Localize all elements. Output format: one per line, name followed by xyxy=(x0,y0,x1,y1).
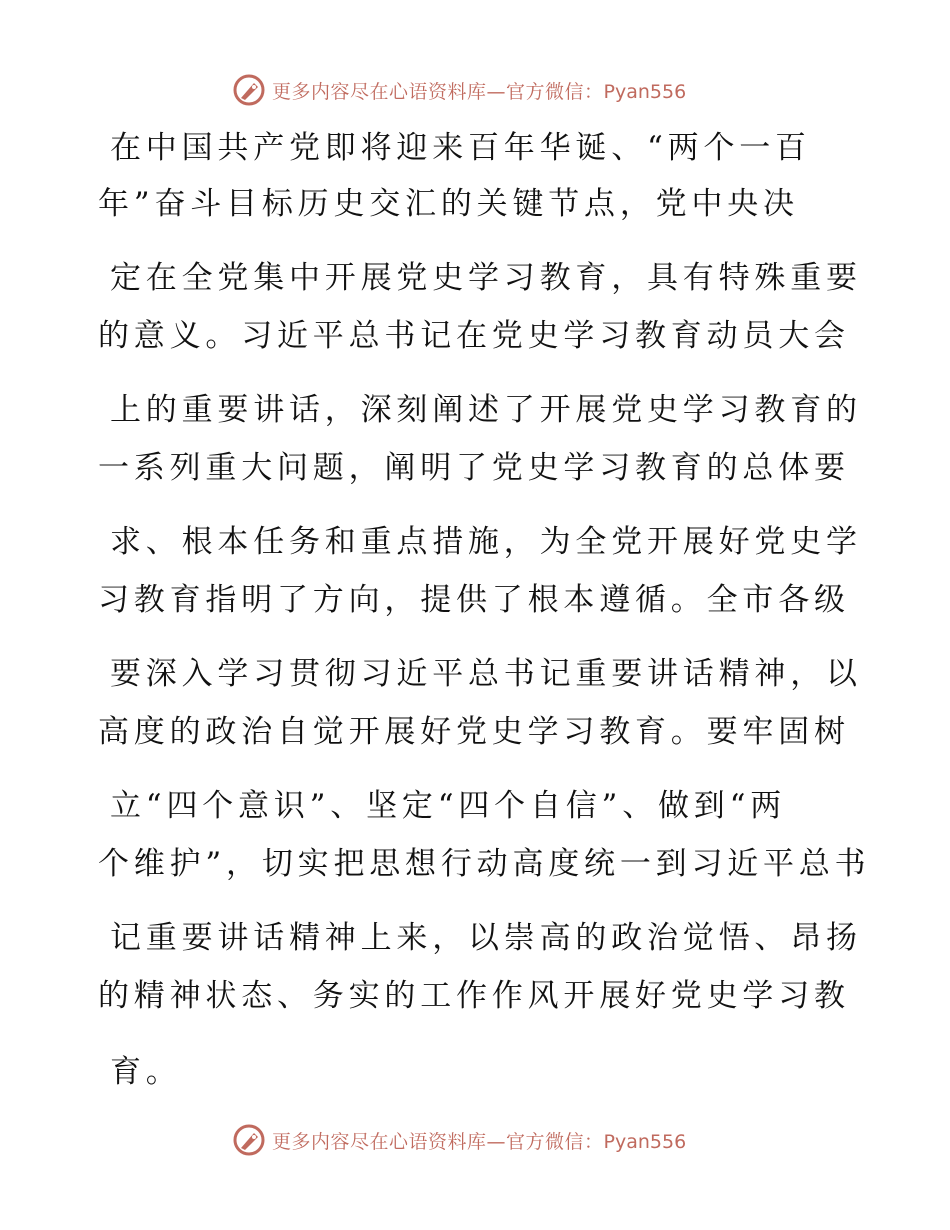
paragraph-line: 记重要讲话精神上来，以崇高的政治觉悟、昂扬 xyxy=(110,920,862,956)
paragraph-line: 的意义。习近平总书记在党史学习教育动员大会 xyxy=(98,318,850,354)
paragraph-line: 个维护”，切实把思想行动高度统一到习近平总书 xyxy=(98,846,871,882)
pen-nib-logo-icon xyxy=(232,1123,266,1157)
watermark-label: 更多内容尽在心语资料库—官方微信：Pyan556 xyxy=(272,80,687,103)
paragraph-line: 育。 xyxy=(110,1054,182,1090)
paragraph-line: 立“四个意识”、坚定“四个自信”、做到“两 xyxy=(110,788,787,824)
paragraph-line: 定在全党集中开展党史学习教育，具有特殊重要 xyxy=(110,260,862,296)
paragraph-line: 上的重要讲话，深刻阐述了开展党史学习教育的 xyxy=(110,392,862,428)
paragraph-line: 习教育指明了方向，提供了根本遵循。全市各级 xyxy=(98,582,850,618)
watermark-wechat-id: Pyan556 xyxy=(603,1130,687,1153)
watermark-wechat-id: Pyan556 xyxy=(603,80,687,103)
paragraph-line: 求、根本任务和重点措施，为全党开展好党史学 xyxy=(110,524,862,560)
paragraph-line: 的精神状态、务实的工作作风开展好党史学习教 xyxy=(98,978,850,1014)
paragraph-line: 在中国共产党即将迎来百年华诞、“两个一百 xyxy=(110,130,811,166)
watermark-label: 更多内容尽在心语资料库—官方微信：Pyan556 xyxy=(272,1130,687,1153)
paragraph-line: 要深入学习贯彻习近平总书记重要讲话精神，以 xyxy=(110,656,862,692)
paragraph-line: 高度的政治自觉开展好党史学习教育。要牢固树 xyxy=(98,714,850,750)
footer-watermark xyxy=(232,1122,712,1158)
paragraph-line: 年”奋斗目标历史交汇的关键节点，党中央决 xyxy=(98,186,799,222)
paragraph-line: 一系列重大问题，阐明了党史学习教育的总体要 xyxy=(98,450,850,486)
